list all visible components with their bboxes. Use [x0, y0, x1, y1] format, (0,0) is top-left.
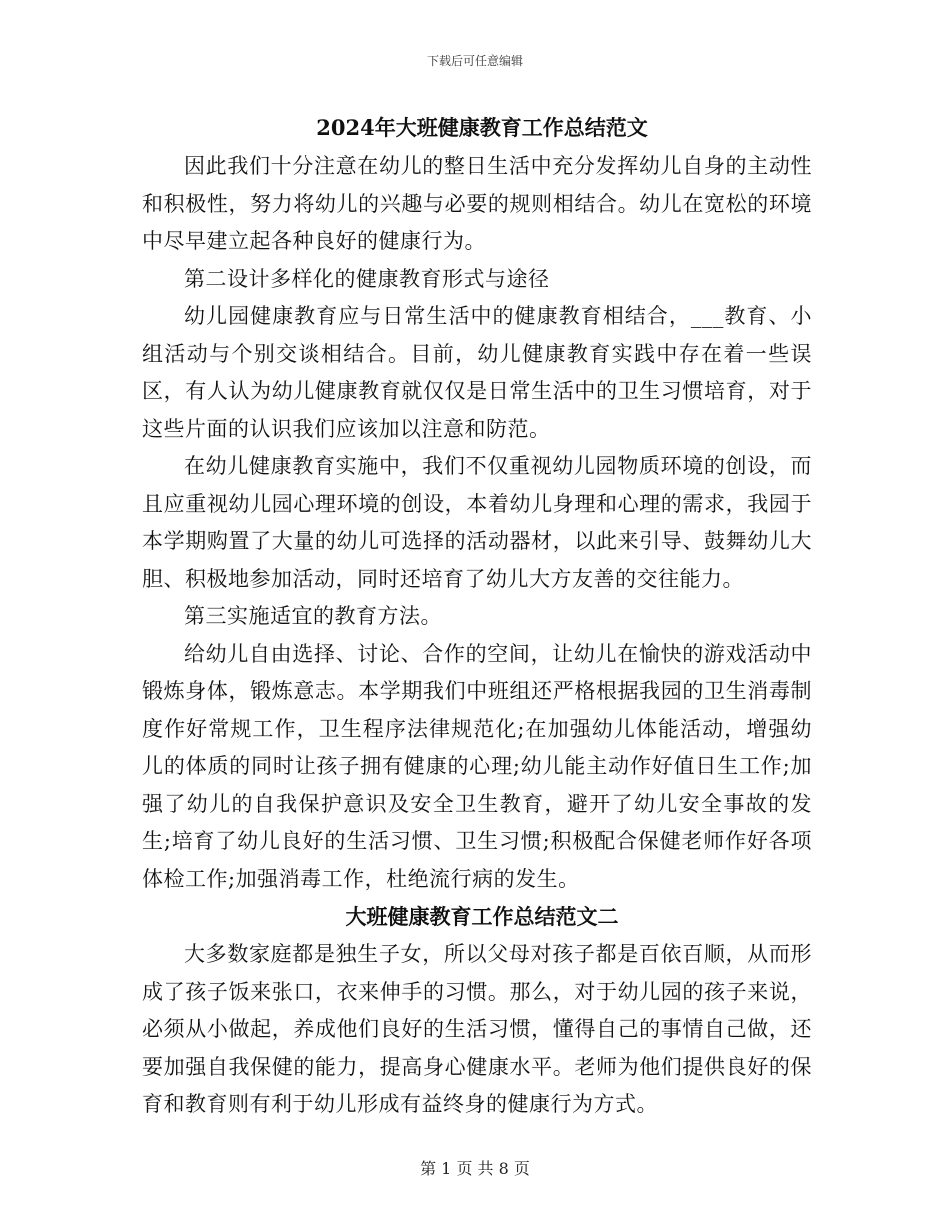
- document-title-2: 大班健康教育工作总结范文二: [345, 904, 619, 929]
- page-header-note: 下载后可任意编辑: [426, 54, 523, 68]
- document-body: [142, 108, 812, 1124]
- paragraph: 因此我们十分注意在幼儿的整日生活中充分发挥幼儿自身的主动性和积极性，努力将幼儿的兴趣与必要的规则相结合。幼儿在宽松的环境中尽早建立起各种良好的健康行为。: [142, 154, 812, 253]
- document-title: 2024年大班健康教育工作总结范文: [316, 115, 648, 140]
- paragraph: 在幼儿健康教育实施中，我们不仅重视幼儿园物质环境的创设，而且应重视幼儿园心理环境的创设，本着幼儿身理和心理的需求，我园于本学期购置了大量的幼儿可选择的活动器材，以此来引导、鼓舞幼儿大胆、积极地参加活动，同时还培育了幼儿大方友善的交往能力。: [142, 454, 812, 591]
- paragraph: 给幼儿自由选择、讨论、合作的空间，让幼儿在愉快的游戏活动中锻炼身体，锻炼意志。本学期我们中班组还严格根据我园的卫生消毒制度作好常规工作，卫生程序法律规范化;在加强幼儿体能活动，增强幼儿的体质的同时让孩子拥有健康的心理;幼儿能主动作好值日生工作;加强了幼儿的自我保护意识及安全卫生教育，避开了幼儿安全事故的发生;培育了幼儿良好的生活习惯、卫生习惯;积极配合保健老师作好各项体检工作;加强消毒工作，杜绝流行病的发生。: [142, 641, 812, 891]
- paragraph: 幼儿园健康教育应与日常生活中的健康教育相结合，___教育、小组活动与个别交谈相结合。目前，幼儿健康教育实践中存在着一些误区，有人认为幼儿健康教育就仅仅是日常生活中的卫生习惯培育，对于这些片面的认识我们应该加以注意和防范。: [142, 304, 812, 441]
- section-heading: 第三实施适宜的教育方法。: [184, 604, 442, 628]
- page-number: 第 1 页 共 8 页: [420, 1159, 530, 1178]
- paragraph: 大多数家庭都是独生子女，所以父母对孩子都是百依百顺，从而形成了孩子饭来张口，衣来伸手的习惯。那么，对于幼儿园的孩子来说，必须从小做起，养成他们良好的生活习惯，懂得自己的事情自己做，还要加强自我保健的能力，提高身心健康水平。老师为他们提供良好的保育和教育则有利于幼儿形成有益终身的健康行为方式。: [142, 942, 812, 1116]
- section-heading: 第二设计多样化的健康教育形式与途径: [184, 266, 550, 291]
